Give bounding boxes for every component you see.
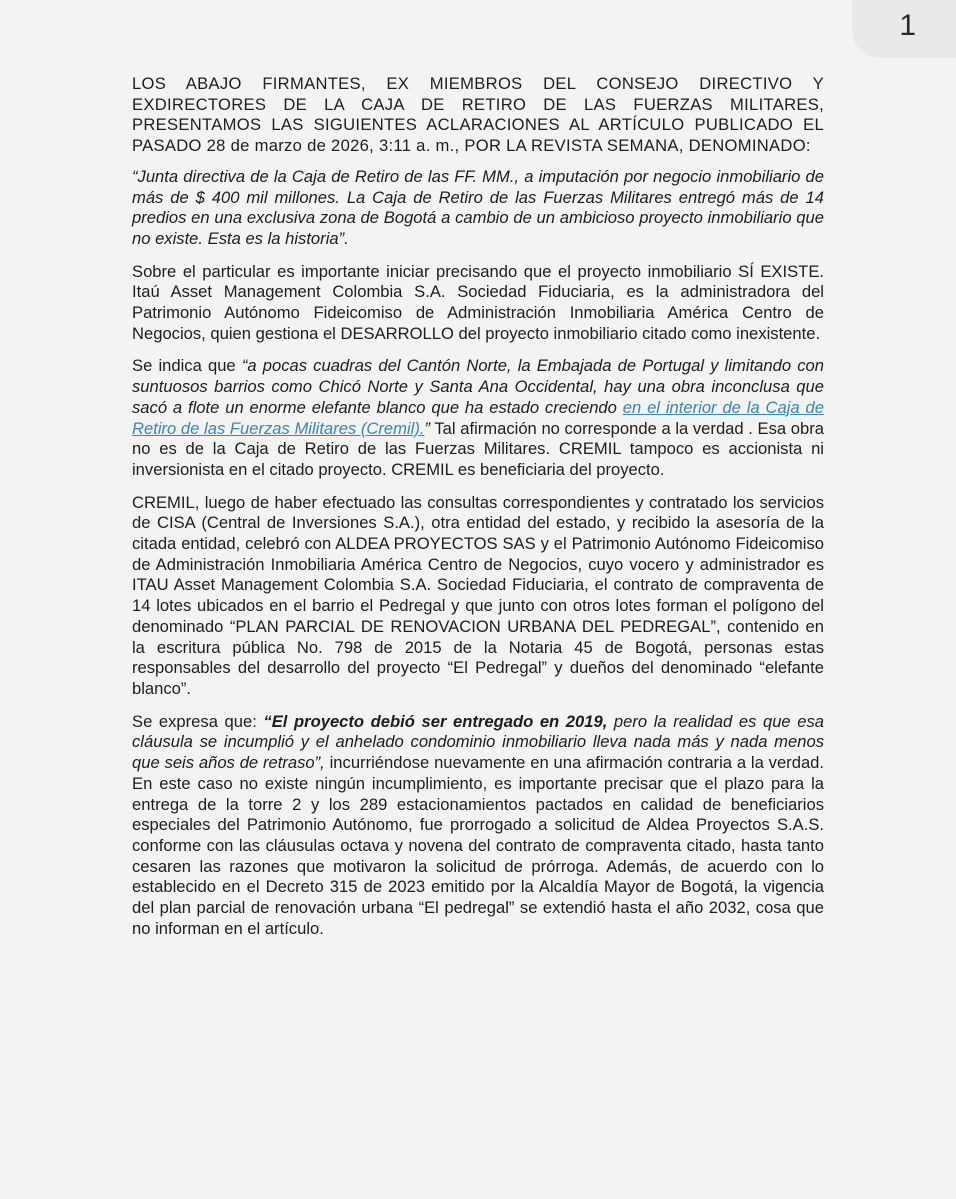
paragraph-project-exists: Sobre el particular es importante iniciar precisando que el proyecto inmobiliario SÍ EXISTE. Itaú Asset Management Colombia S.A. Sociedad Fiduciaria, es la administradora del Patrimonio Autónomo Fideicomiso de Administración Inmobiliaria América Centro de Negocios, quien gestiona el DESARROLLO del proyecto inmobiliario citado como inexistente. [132, 261, 824, 343]
paragraph-location-quote: “a pocas cuadras del Cantón Norte, la Embajada de Portugal y limitando con suntuosos barrios como Chicó Norte y Santa Ana Occidental, hay una obra inconclusa que sacó a flote un enorme elefante blanco que ha estado creciendo [132, 356, 825, 417]
paragraph-delivery-bold-quote: “El proyecto debió ser entregado en 2019, [263, 711, 608, 731]
cremil-article-link[interactable]: en el interior de la Caja de Retiro de las Fuerzas Militares (Cremil). [132, 397, 824, 438]
paragraph-heading-statement: LOS ABAJO FIRMANTES, EX MIEMBROS DEL CONSEJO DIRECTIVO Y EXDIRECTORES DE LA CAJA DE RETIRO DE LAS FUERZAS MILITARES, PRESENTAMOS LAS SIGUIENTES ACLARACIONES AL ARTÍCULO PUBLICADO EL PASADO 28 de marzo de 2026, 3:11 a. m., POR LA REVISTA SEMANA, DENOMINADO: [132, 74, 824, 156]
paragraph-article-quote: “Junta directiva de la Caja de Retiro de las FF. MM., a imputación por negocio inmobiliario de más de $ 400 mil millones. La Caja de Retiro de las Fuerzas Militares entregó más de 14 predios en una exclusiva zona de Bogotá a cambio de un ambicioso proyecto inmobiliario que no existe. Esta es la historia”. [132, 166, 824, 248]
paragraph-delivery-intro: Se expresa que: [132, 711, 264, 731]
paragraph-location-quote-end: ” [424, 418, 431, 438]
page-number-tab [852, 0, 956, 58]
document-body [132, 74, 824, 951]
page-number: 1 [899, 9, 916, 42]
paragraph-delivery-rebuttal: incurriéndose nuevamente en una afirmación contraria a la verdad. En este caso no existe ningún incumplimiento, es importante precisar que el plazo para la entrega de la torre 2 y los 289 estacionamientos pactados en calidad de beneficiarios especiales del Patrimonio Autónomo, fue prorrogado a solicitud de Aldea Proyectos S.A.S. conforme con las cláusulas octava y novena del contrato de compraventa citado, hasta tanto cesaren las razones que motivaron la solicitud de prórroga. Además, de acuerdo con lo establecido en el Decreto 315 de 2023 emitido por la Alcaldía Mayor de Bogotá, la vigencia del plan parcial de renovación urbana “El pedregal” se extendió hasta el año 2032, cosa que no informan en el artículo. [132, 753, 825, 938]
paragraph-contract-details: CREMIL, luego de haber efectuado las consultas correspondientes y contratado los servicios de CISA (Central de Inversiones S.A.), otra entidad del estado, y recibido la asesoría de la citada entidad, celebró con ALDEA PROYECTOS SAS y el Patrimonio Autónomo Fideicomiso de Administración Inmobiliaria América Centro de Negocios, cuyo vocero y administrador es ITAU Asset Management Colombia S.A. Sociedad Fiduciaria, el contrato de compraventa de 14 lotes ubicados en el barrio el Pedregal y que junto con otros lotes forman el polígono del denominado “PLAN PARCIAL DE RENOVACION URBANA DEL PEDREGAL”, contenido en la escritura pública No. 798 de 2015 de la Notaria 45 de Bogotá, personas estas responsables del desarrollo del proyecto “El Pedregal” y dueños del denominado “elefante blanco”. [132, 492, 824, 698]
paragraph-delivery-claim [132, 712, 824, 940]
paragraph-delivery-quote: pero la realidad es que esa cláusula se incumplió y el anhelado condominio inmobiliario lleva nada más y nada menos que seis años de retraso”, [132, 711, 825, 773]
paragraph-location-intro: Se indica que [132, 356, 242, 376]
paragraph-location-rebuttal: Tal afirmación no corresponde a la verdad . Esa obra no es de la Caja de Retiro de las Fuerzas Militares. CREMIL tampoco es accionista ni inversionista en el citado proyecto. CREMIL es beneficiaria del proyecto. [132, 418, 824, 479]
paragraph-location-claim [132, 356, 824, 480]
